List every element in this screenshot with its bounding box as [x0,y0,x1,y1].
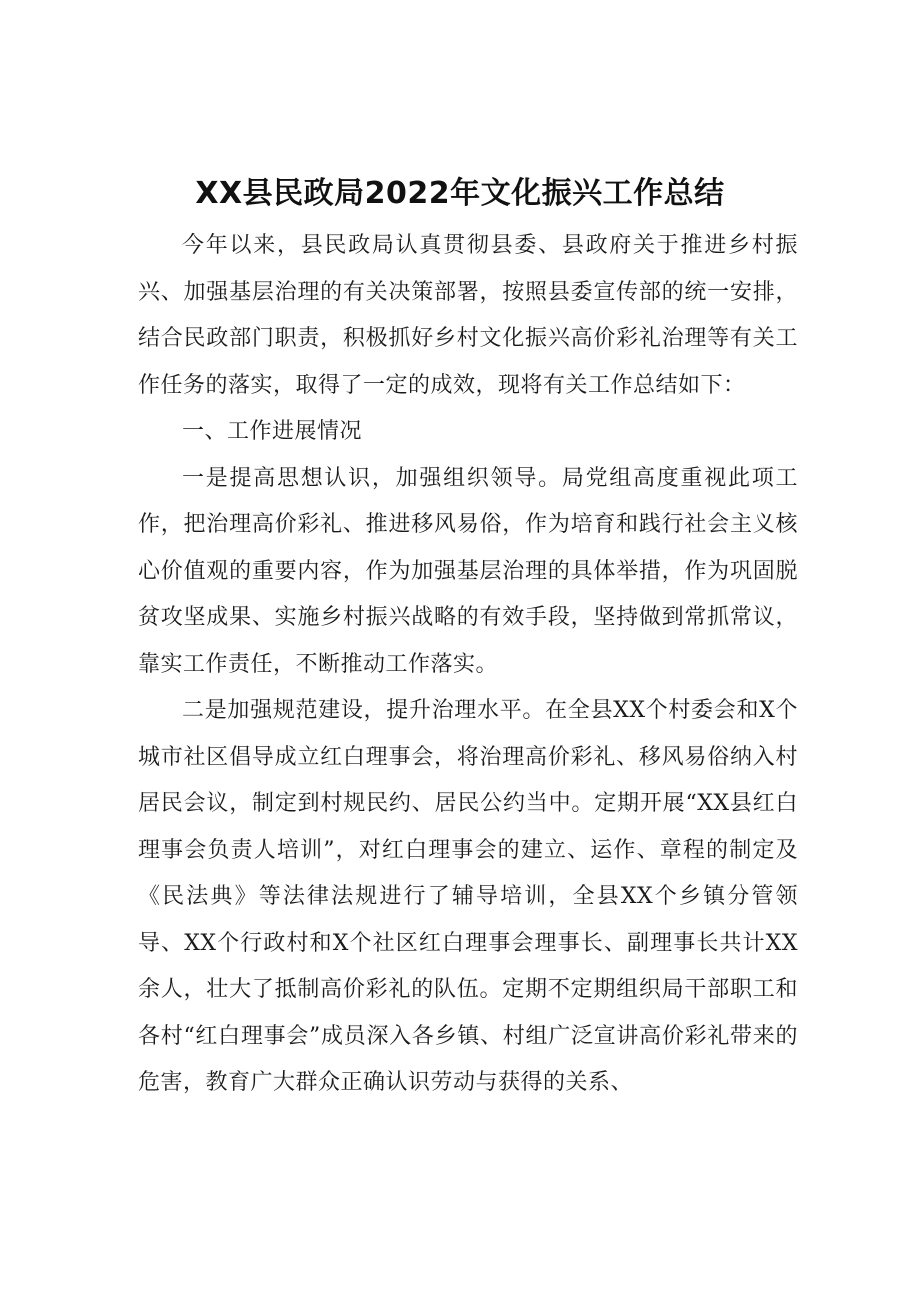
document-body [138,223,798,1107]
body-paragraph: 二是加强规范建设，提升治理水平。在全县XX个村委会和X个城市社区倡导成立红白理事会，将治理高价彩礼、移风易俗纳入村居民会议，制定到村规民约、居民公约当中。定期开展“XX县红白理事会负责人培训”，对红白理事会的建立、运作、章程的制定及《民法典》等法律法规进行了辅导培训，全县XX个乡镇分管领导、XX个行政村和X个社区红白理事会理事长、副理事长共计XX余人，壮大了抵制高价彩礼的队伍。定期不定期组织局干部职工和各村“红白理事会”成员深入各乡镇、村组广泛宣讲高价彩礼带来的危害，教育广大群众正确认识劳动与获得的关系、 [138,698,798,1095]
document-title: XX县民政局2022年文化振兴工作总结 [195,176,725,211]
intro-paragraph: 今年以来，县民政局认真贯彻县委、县政府关于推进乡村振兴、加强基层治理的有关决策部署，按照县委宣传部的统一安排，结合民政部门职责，积极抓好乡村文化振兴高价彩礼治理等有关工作任务的落实，取得了一定的成效，现将有关工作总结如下： [138,233,798,398]
body-paragraph: 一是提高思想认识，加强组织领导。局党组高度重视此项工作，把治理高价彩礼、推进移风易俗，作为培育和践行社会主义核心价值观的重要内容，作为加强基层治理的具体举措，作为巩固脱贫攻坚成果、实施乡村振兴战略的有效手段，坚持做到常抓常议，靠实工作责任，不断推动工作落实。 [138,465,798,677]
section-heading: 一、工作进展情况 [182,419,363,444]
